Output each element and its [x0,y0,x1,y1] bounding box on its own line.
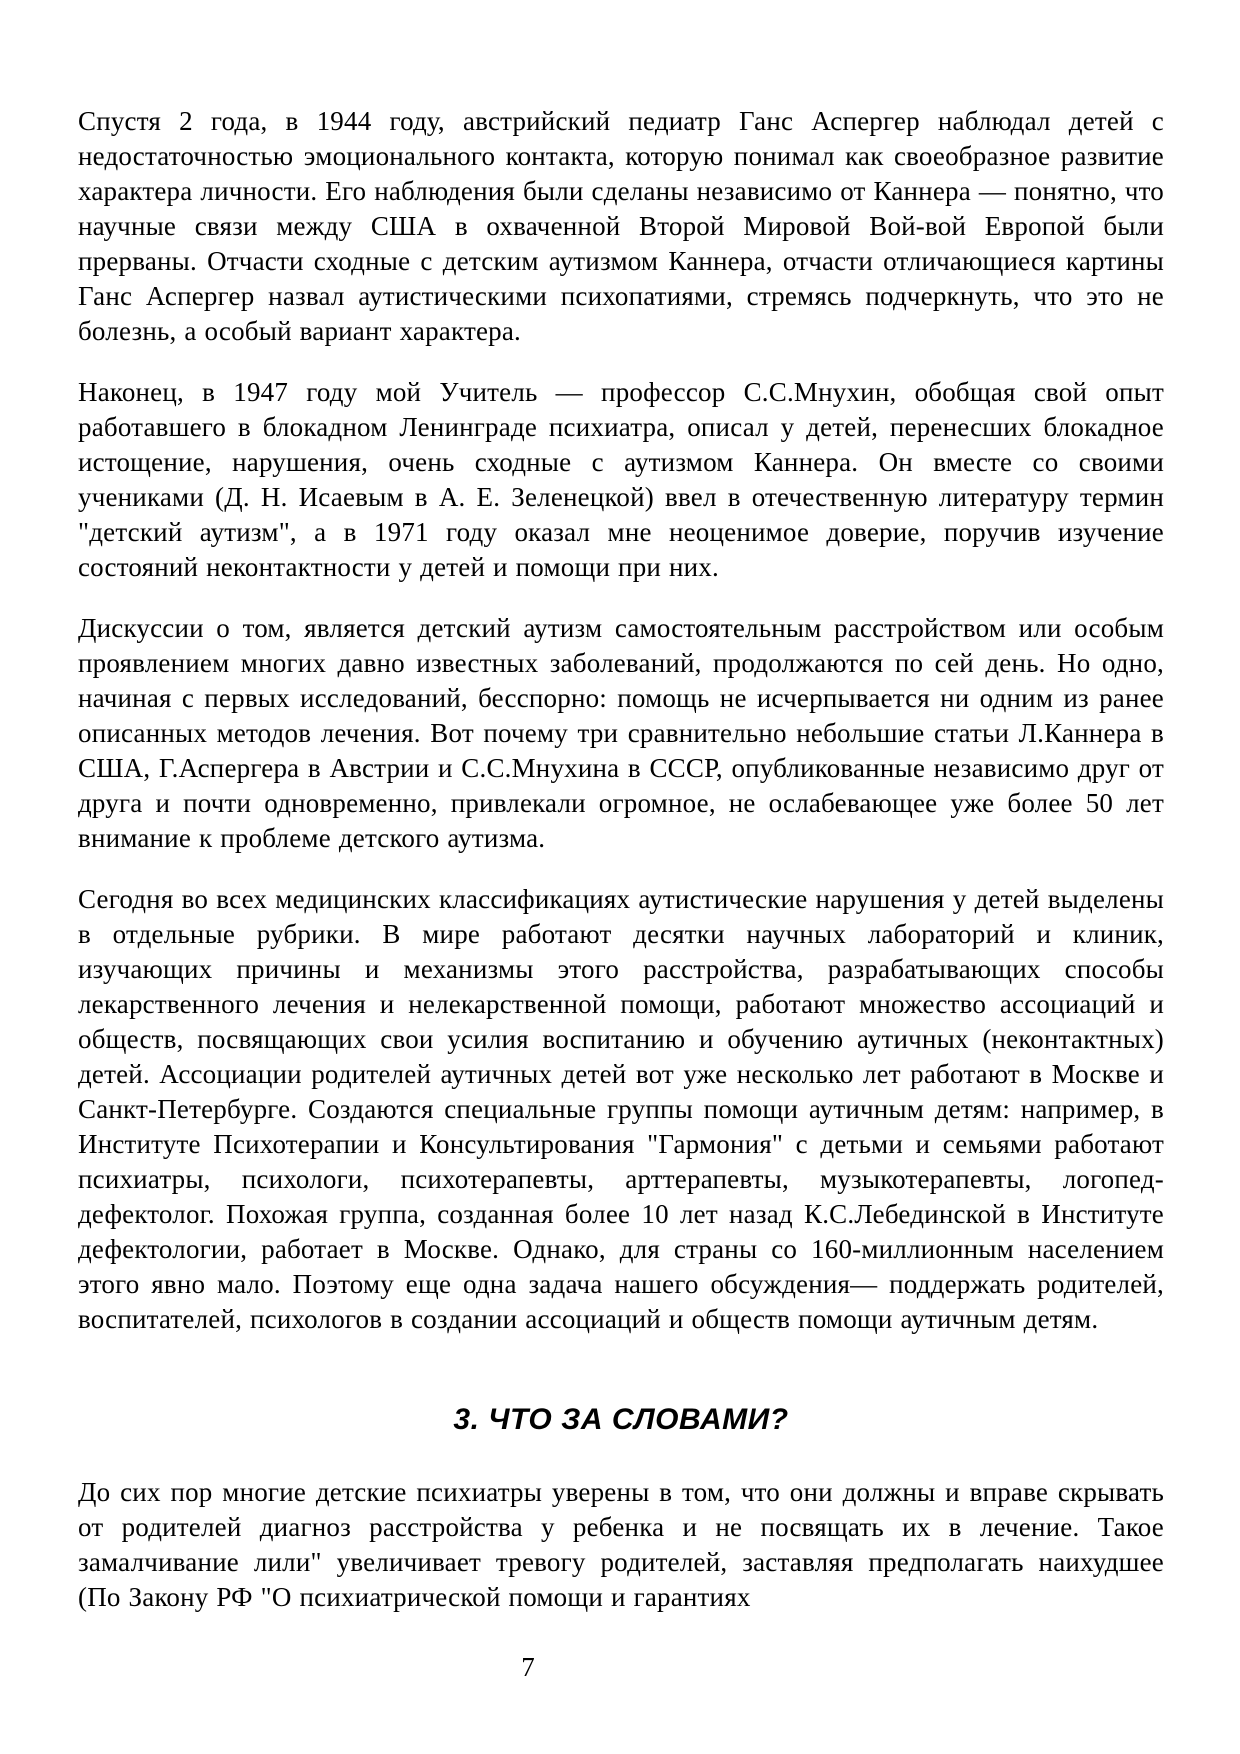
section-heading: 3. ЧТО ЗА СЛОВАМИ? [453,1403,789,1436]
paragraph: Наконец, в 1947 году мой Учитель — профессор С.С.Мнухин, обобщая свой опыт работавшего в блокадном Ленинграде психиатра, описал у детей, перенесших блокадное истощение, нарушения, очень сходные с аутизмом Каннера. Он вместе со своими учениками (Д. Н. Исаевым в А. Е. Зеленецкой) ввел в отечественную литературу термин "детский аутизм", а в 1971 году оказал мне неоценимое доверие, поручив изучение состояний неконтактности у детей и помощи при них. [78,377,1164,582]
text-block-after-heading [78,1475,1164,1615]
paragraph: Спустя 2 года, в 1944 году, австрийский педиатр Ганс Аспергер наблюдал детей с недостаточностью эмоционального контакта, которую понимал как своеобразное развитие характера личности. Его наблюдения были сделаны независимо от Каннера — понятно, что научные связи между США в охваченной Второй Мировой Вой-вой Европой были прерваны. Отчасти сходные с детским аутизмом Каннера, отчасти отличающиеся картины Ганс Аспергер назвал аутистическими психопатиями, стремясь подчеркнуть, что это не болезнь, а особый вариант характера. [78,106,1164,346]
page-number: 7 [521,1652,535,1682]
paragraph: Дискуссии о том, является детский аутизм самостоятельным расстройством или особым проявлением многих давно известных заболеваний, продолжаются по сей день. Но одно, начиная с первых исследований, бесспорно: помощь не исчерпывается ни одним из ранее описанных методов лечения. Вот почему три сравнительно небольшие статьи Л.Каннера в США, Г.Аспергера в Австрии и С.С.Мнухина в СССР, опубликованные независимо друг от друга и почти одновременно, привлекали огромное, не ослабевающее уже более 50 лет внимание к проблеме детского аутизма. [78,613,1164,853]
document-content [78,104,1164,1641]
paragraph: Сегодня во всех медицинских классификациях аутистические нарушения у детей выделены в отдельные рубрики. В мире работают десятки научных лабораторий и клиник, изучающих причины и механизмы этого расстройства, разрабатывающих способы лекарственного лечения и нелекарственной помощи, работают множество ассоциаций и обществ, посвящающих свои усилия воспитанию и обучению аутичных (неконтактных) детей. Ассоциации родителей аутичных детей вот уже несколько лет работают в Москве и Санкт-Петербурге. Создаются специальные группы помощи аутичным детям: например, в Институте Психотерапии и Консультирования "Гармония" с детьми и семьями работают психиатры, психологи, психотерапевты, арттерапевты, музыкотерапевты, логопед-дефектолог. Похожая группа, созданная более 10 лет назад К.С.Лебединской в Институте дефектологии, работает в Москве. Однако, для страны со 160-миллионным населением этого явно мало. Поэтому еще одна задача нашего обсуждения— поддержать родителей, воспитателей, психологов в создании ассоциаций и обществ помощи аутичным детям. [78,884,1164,1334]
paragraph: До сих пор многие детские психиатры уверены в том, что они должны и вправе скрывать от родителей диагноз расстройства у ребенка и не посвящать их в лечение. Такое замалчивание лили" увеличивает тревогу родителей, заставляя предполагать наихудшее (По Закону РФ "О психиатрической помощи и гарантиях [78,1477,1164,1612]
text-block-intro [78,104,1164,1337]
